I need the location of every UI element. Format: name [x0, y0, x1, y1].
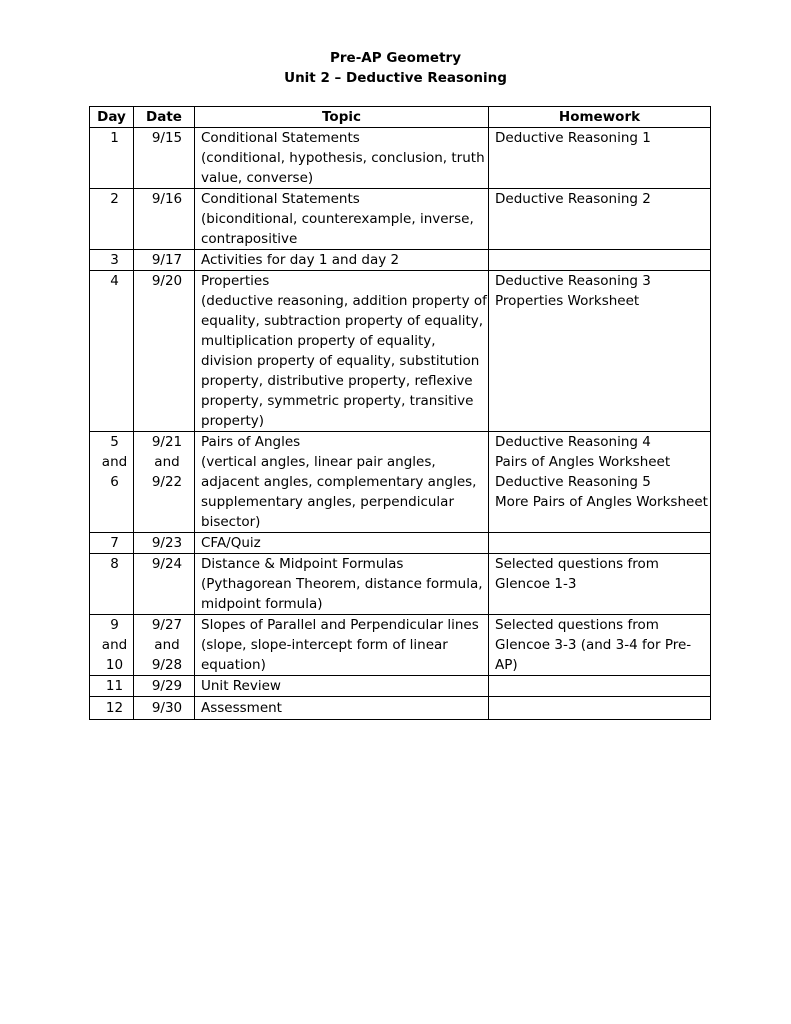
topic-cell-line: property) — [201, 413, 265, 429]
column-header-day: Day — [90, 107, 134, 128]
homework-cell-line: AP) — [495, 657, 518, 673]
table-body — [90, 128, 711, 720]
date-cell-line: 9/17 — [151, 252, 183, 268]
date-cell-line: 9/27 — [151, 617, 183, 633]
date-cell-line: 9/29 — [151, 678, 183, 694]
date-cell — [134, 533, 195, 554]
homework-cell — [489, 250, 711, 271]
homework-cell — [489, 615, 711, 676]
topic-cell-line: property, distributive property, reflexive — [201, 373, 473, 389]
homework-cell-line: Deductive Reasoning 3 — [495, 273, 651, 289]
topic-cell-line: (Pythagorean Theorem, distance formula, — [201, 576, 483, 592]
day-cell-line: 1 — [110, 130, 119, 146]
day-cell — [90, 533, 134, 554]
date-cell — [134, 271, 195, 432]
homework-cell — [489, 554, 711, 615]
topic-cell-line: Activities for day 1 and day 2 — [201, 252, 400, 268]
document-subtitle: Unit 2 – Deductive Reasoning — [284, 70, 507, 86]
column-header-date: Date — [134, 107, 195, 128]
date-cell-line: 9/24 — [151, 556, 183, 572]
topic-cell — [195, 432, 489, 533]
topic-cell — [195, 271, 489, 432]
day-cell — [90, 697, 134, 720]
day-cell — [90, 615, 134, 676]
date-cell — [134, 554, 195, 615]
homework-cell — [489, 189, 711, 250]
topic-cell-line: (deductive reasoning, addition property of — [201, 293, 487, 309]
column-header-topic: Topic — [195, 107, 489, 128]
date-cell-line: 9/15 — [151, 130, 183, 146]
day-cell — [90, 554, 134, 615]
date-cell-line: and — [154, 454, 180, 470]
topic-cell-line: midpoint formula) — [201, 596, 323, 612]
date-cell-line: 9/22 — [151, 474, 183, 490]
unit-schedule-table — [89, 106, 711, 720]
date-cell-line: and — [154, 637, 180, 653]
date-cell-line: 9/28 — [151, 657, 183, 673]
homework-cell-line: Selected questions from — [495, 617, 659, 633]
topic-cell-line: property, symmetric property, transitive — [201, 393, 474, 409]
topic-cell-line: Conditional Statements — [201, 191, 360, 207]
day-cell-line: 2 — [110, 191, 119, 207]
homework-cell-line: More Pairs of Angles Worksheet — [495, 494, 708, 510]
day-cell-line: 11 — [105, 678, 124, 694]
day-cell — [90, 250, 134, 271]
homework-cell — [489, 128, 711, 189]
topic-cell — [195, 189, 489, 250]
topic-cell-line: Pairs of Angles — [201, 434, 301, 450]
date-cell — [134, 615, 195, 676]
topic-cell-line: value, converse) — [201, 170, 314, 186]
homework-cell-line: Glencoe 1-3 — [495, 576, 577, 592]
date-cell — [134, 432, 195, 533]
table-row — [90, 128, 711, 189]
day-cell-line: 8 — [110, 556, 119, 572]
document-title: Pre-AP Geometry — [330, 50, 461, 66]
day-cell-line: 6 — [110, 474, 119, 490]
topic-cell-line: (conditional, hypothesis, conclusion, truth — [201, 150, 485, 166]
day-cell-line: and — [101, 637, 128, 653]
topic-cell-line: Slopes of Parallel and Perpendicular lines — [201, 617, 479, 633]
day-cell-line: 4 — [110, 273, 119, 289]
topic-cell-line: CFA/Quiz — [201, 535, 261, 551]
homework-cell-line: Glencoe 3-3 (and 3-4 for Pre- — [495, 637, 692, 653]
table-row — [90, 615, 711, 676]
topic-cell — [195, 554, 489, 615]
topic-cell — [195, 128, 489, 189]
day-cell — [90, 189, 134, 250]
day-cell-line: and — [101, 454, 128, 470]
day-cell — [90, 271, 134, 432]
date-cell — [134, 697, 195, 720]
day-cell-line: 7 — [110, 535, 119, 551]
topic-cell-line: Properties — [201, 273, 270, 289]
day-cell-line: 5 — [110, 434, 119, 450]
day-cell — [90, 676, 134, 697]
homework-cell-line: Deductive Reasoning 5 — [495, 474, 651, 490]
homework-cell-line: Properties Worksheet — [495, 293, 640, 309]
document-header — [0, 48, 791, 88]
table-row — [90, 697, 711, 720]
date-cell — [134, 128, 195, 189]
table-row — [90, 271, 711, 432]
topic-cell-line: Distance & Midpoint Formulas — [201, 556, 404, 572]
topic-cell — [195, 697, 489, 720]
table-row — [90, 533, 711, 554]
topic-cell-line: Unit Review — [201, 678, 281, 694]
date-cell — [134, 250, 195, 271]
table-row — [90, 554, 711, 615]
topic-cell — [195, 533, 489, 554]
date-cell — [134, 189, 195, 250]
topic-cell-line: adjacent angles, complementary angles, — [201, 474, 477, 490]
homework-cell-line: Deductive Reasoning 1 — [495, 130, 651, 146]
column-header-homework: Homework — [489, 107, 711, 128]
table-row — [90, 676, 711, 697]
table-row — [90, 189, 711, 250]
topic-cell-line: equality, subtraction property of equality, — [201, 313, 484, 329]
day-cell-line: 12 — [105, 700, 124, 716]
homework-cell-line: Pairs of Angles Worksheet — [495, 454, 671, 470]
date-cell — [134, 676, 195, 697]
homework-cell — [489, 676, 711, 697]
topic-cell — [195, 676, 489, 697]
topic-cell-line: (biconditional, counterexample, inverse, — [201, 211, 474, 227]
date-cell-line: 9/20 — [151, 273, 183, 289]
day-cell-line: 9 — [110, 617, 119, 633]
homework-cell-line: Selected questions from — [495, 556, 659, 572]
homework-cell — [489, 533, 711, 554]
topic-cell — [195, 615, 489, 676]
day-cell-line: 3 — [110, 252, 119, 268]
topic-cell-line: Conditional Statements — [201, 130, 360, 146]
table-row — [90, 432, 711, 533]
date-cell-line: 9/23 — [151, 535, 183, 551]
date-cell-line: 9/16 — [151, 191, 183, 207]
homework-cell — [489, 697, 711, 720]
date-cell-line: 9/21 — [151, 434, 183, 450]
day-cell-line: 10 — [105, 657, 124, 673]
table-row — [90, 250, 711, 271]
topic-cell-line: (slope, slope-intercept form of linear — [201, 637, 448, 653]
topic-cell — [195, 250, 489, 271]
topic-cell-line: equation) — [201, 657, 266, 673]
topic-cell-line: (vertical angles, linear pair angles, — [201, 454, 436, 470]
homework-cell-line: Deductive Reasoning 2 — [495, 191, 651, 207]
day-cell — [90, 128, 134, 189]
homework-cell — [489, 271, 711, 432]
topic-cell-line: division property of equality, substitution — [201, 353, 480, 369]
day-cell — [90, 432, 134, 533]
topic-cell-line: multiplication property of equality, — [201, 333, 436, 349]
date-cell-line: 9/30 — [151, 700, 183, 716]
topic-cell-line: supplementary angles, perpendicular — [201, 494, 454, 510]
homework-cell-line: Deductive Reasoning 4 — [495, 434, 651, 450]
topic-cell-line: Assessment — [201, 700, 282, 716]
table-header-row — [90, 107, 711, 128]
homework-cell — [489, 432, 711, 533]
topic-cell-line: contrapositive — [201, 231, 298, 247]
topic-cell-line: bisector) — [201, 514, 261, 530]
